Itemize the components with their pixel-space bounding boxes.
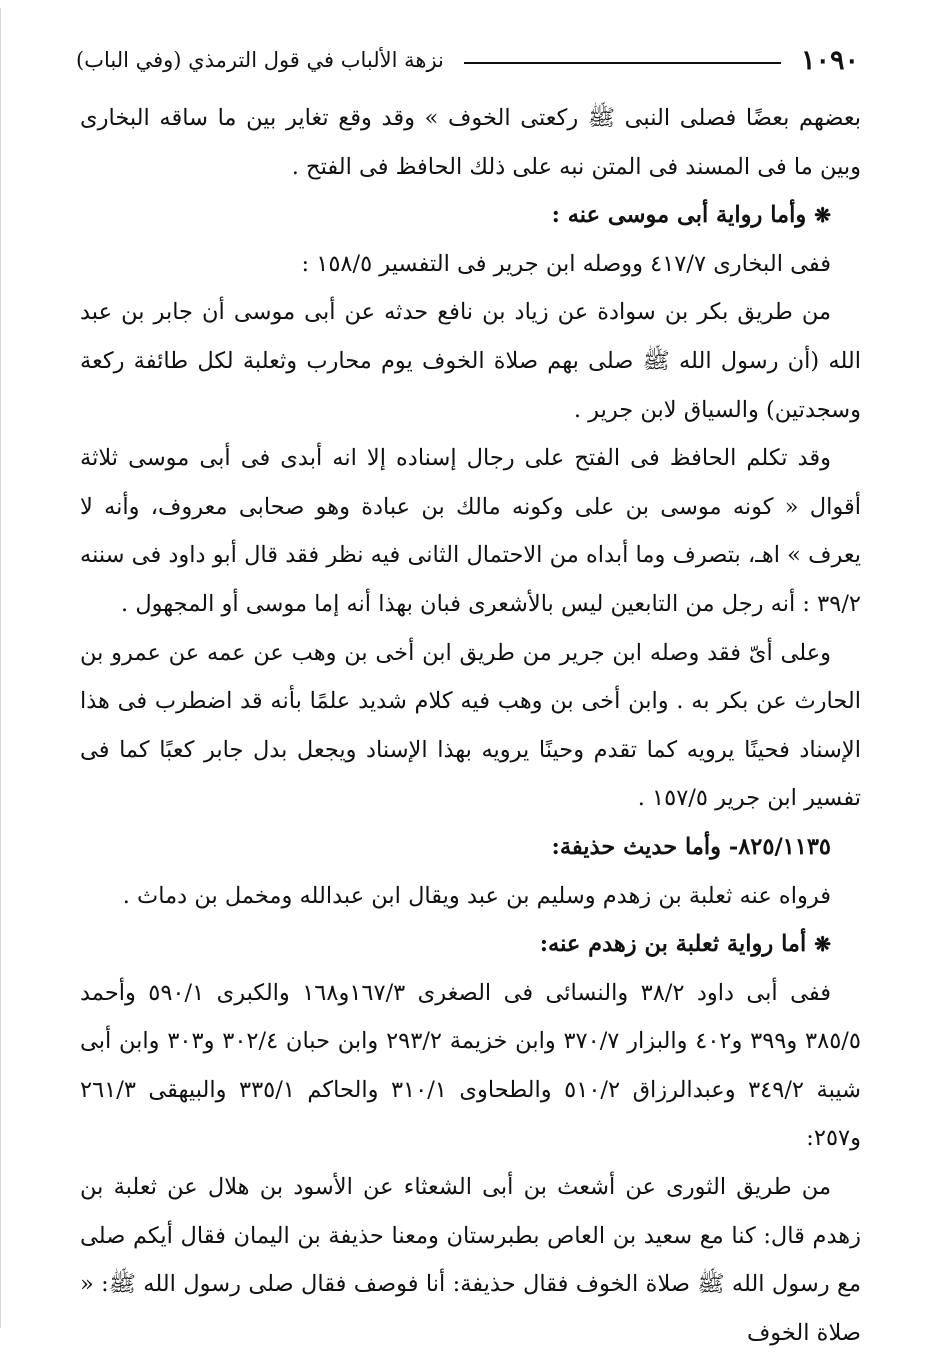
paragraph-chain-bakr: من طريق بكر بن سوادة عن زياد بن نافع حدثه عن أبى موسى أن جابر بن عبد الله (أن رسول الله ﷺ صلى بهم صلاة الخوف يوم محارب وثعلبة لكل طائفة ركعة وسجدتين) والسياق لابن جرير . <box>80 299 861 423</box>
scan-edge-line <box>0 8 1 1328</box>
flower-bullet-icon: ❋ <box>814 203 831 228</box>
paragraph-continuation: بعضهم بعضًا فصلى النبى ﷺ ركعتى الخوف » وقد وقع تغاير بين ما ساقه البخارى وبين ما فى المسند فى المتن نبه على ذلك الحافظ فى الفتح . <box>80 105 861 180</box>
paragraph-chain-thawri: من طريق الثورى عن أشعث بن أبى الشعثاء عن الأسود بن هلال عن ثعلبة بن زهدم قال: كنا مع سعيد بن العاص بطبرستان ومعنا حذيفة بن اليمان فقال أيكم صلى مع رسول الله ﷺ صلاة الخوف فقال حذيفة: أنا فوصف فقال صلى رسول الله ﷺ: « صلاة الخوف <box>80 1174 861 1346</box>
section-heading-hudhayfa: ٨٢٥/١١٣٥- وأما حديث حذيفة: <box>551 833 831 860</box>
paragraph-ibn-jarir: وعلى أىّ فقد وصله ابن جرير من طريق ابن أخى بن وهب عن عمه عن عمرو بن الحارث عن بكر به . وابن أخى بن وهب فيه كلام شديد علمًا بأنه قد اضطرب فى هذا الإسناد فحينًا يرويه كما تقدم وحينًا يرويه بهذا الإسناد ويجعل بدل جابر كعبًا كما فى تفسير ابن جرير ١٥٧/٥ . <box>80 639 861 812</box>
section-heading-abu-musa <box>80 191 861 240</box>
paragraph-bukhari-source: ففى البخارى ٤١٧/٧ ووصله ابن جرير فى التفسير ١٥٨/٥ : <box>301 250 831 277</box>
heading-text: وأما رواية أبى موسى عنه : <box>551 202 807 229</box>
page-number: ١٠٩٠ <box>800 44 859 76</box>
paragraph-narrators: فرواه عنه ثعلبة بن زهدم وسليم بن عبد ويقال ابن عبدالله ومخمل بن دماث . <box>122 882 831 909</box>
paragraph-sources-list: ففى أبى داود ٣٨/٢ والنسائى فى الصغرى ١٦٧/٣و١٦٨ والكبرى ٥٩٠/١ وأحمد ٣٨٥/٥ و٣٩٩ و٤٠٢ والبزار ٣٧٠/٧ وابن خزيمة ٢٩٣/٢ وابن حبان ٣٠٢/٤ و٣٠٣ وابن أبى شيبة ٣٤٩/٢ وعبدالرزاق ٥١٠/٢ والطحاوى ٣١٠/١ والحاكم ٣٣٥/١ والبيهقى ٢٦١/٣ و٢٥٧: <box>80 979 862 1152</box>
page-body <box>80 94 861 1357</box>
heading-text: أما رواية ثعلبة بن زهدم عنه: <box>539 931 807 958</box>
section-heading-thalaba <box>80 920 861 969</box>
paragraph-hafiz-comment: وقد تكلم الحافظ فى الفتح على رجال إسناده إلا انه أبدى فى أبى موسى ثلاثة أقوال « كونه موسى بن على وكونه مالك بن عبادة وهو صحابى معروف، وأنه لا يعرف » اهـ، بتصرف وما أبداه من الاحتمال الثانى فيه نظر فقد قال أبو داود فى سننه ٣٩/٢ : أنه رجل من التابعين ليس بالأشعرى فبان بهذا أنه إما موسى أو المجهول . <box>80 445 861 617</box>
book-title: نزهة الألباب في قول الترمذي (وفي الباب) <box>76 48 444 72</box>
header-rule <box>464 62 781 64</box>
flower-bullet-icon: ❋ <box>814 932 831 957</box>
running-header <box>76 42 859 78</box>
